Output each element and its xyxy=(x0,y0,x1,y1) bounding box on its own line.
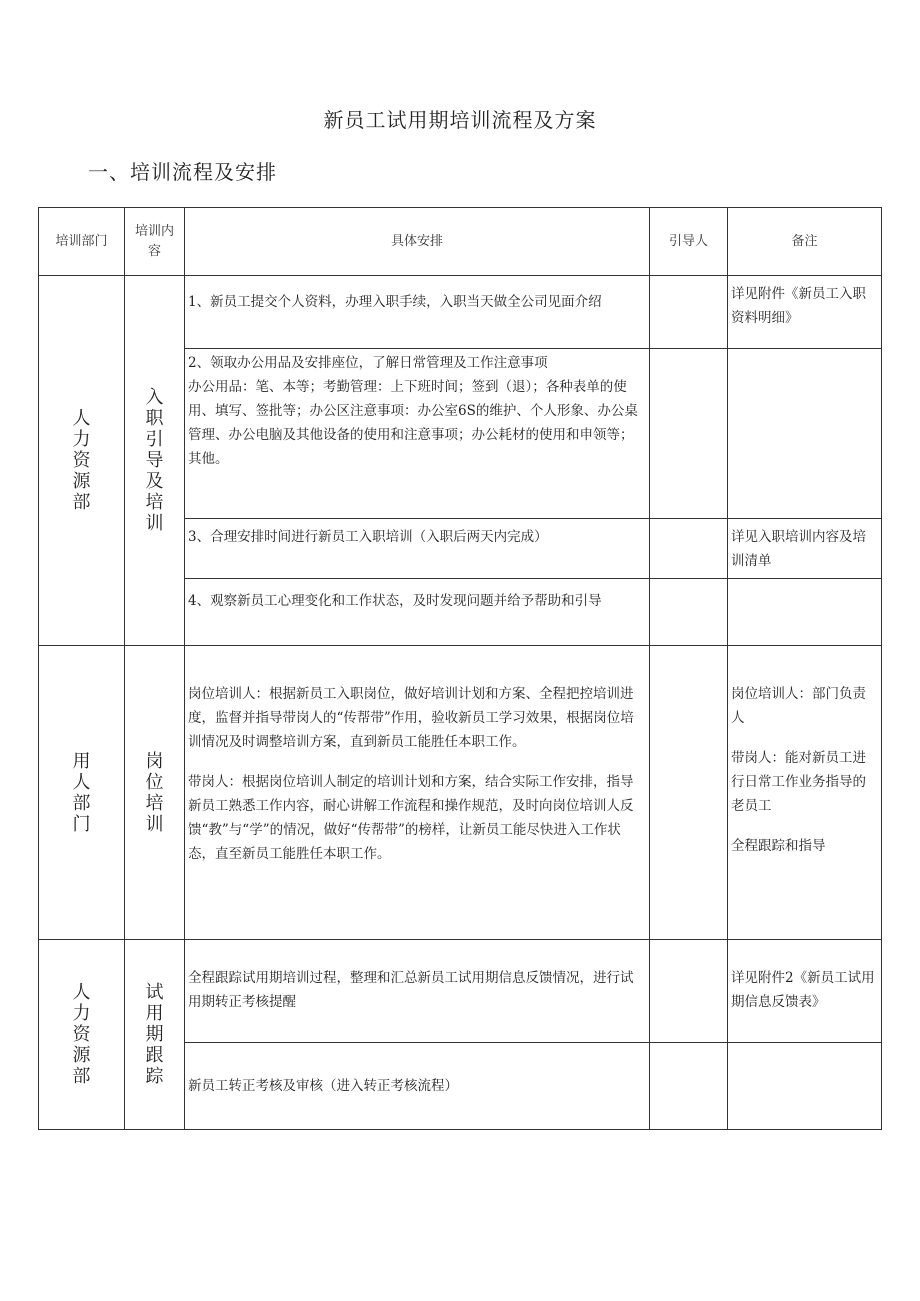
header-detail: 具体安排 xyxy=(185,208,650,276)
dept-label: 人力资源部 xyxy=(72,408,91,513)
content-label: 试用期跟踪 xyxy=(145,982,164,1087)
detail-cell: 新员工转正考核及审核（进入转正考核流程） xyxy=(185,1043,650,1130)
detail-cell xyxy=(185,349,650,519)
detail-line: 办公用品：笔、本等；考勤管理：上下班时间；签到（退）；各种表单的使用、填写、签批等；办公区注意事项：办公室6S的维护、个人形象、办公桌管理、办公电脑及其他设备的使用和注意事项；办公耗材的使用和申领等；其他。 xyxy=(188,379,638,467)
content-cell-probation xyxy=(125,940,185,1130)
note-cell xyxy=(728,579,882,646)
guide-cell xyxy=(650,1043,728,1130)
guide-cell xyxy=(650,579,728,646)
page-title: 新员工试用期培训流程及方案 xyxy=(323,108,597,132)
content-cell-post xyxy=(125,646,185,940)
guide-cell xyxy=(650,276,728,349)
dept-label: 用人部门 xyxy=(72,750,91,835)
content-cell-onboarding xyxy=(125,276,185,646)
content-label: 入职引导及培训 xyxy=(145,387,164,534)
detail-paragraph: 岗位培训人：根据新员工入职岗位，做好培训计划和方案、全程把控培训进度，监督并指导带岗人的“传帮带”作用，验收新员工学习效果，根据岗位培训情况及时调整培训方案，直到新员工能胜任本职工作。 xyxy=(188,686,634,750)
guide-cell xyxy=(650,519,728,579)
detail-line: 2、领取办公用品及安排座位，了解日常管理及工作注意事项 xyxy=(188,355,548,371)
note-paragraph: 带岗人：能对新员工进行日常工作业务指导的老员工 xyxy=(731,750,866,814)
detail-cell: 全程跟踪试用期培训过程，整理和汇总新员工试用期信息反馈情况，进行试用期转正考核提醒 xyxy=(185,940,650,1043)
detail-paragraph: 带岗人：根据岗位培训人制定的培训计划和方案，结合实际工作安排，指导新员工熟悉工作内容，耐心讲解工作流程和操作规范，及时向岗位培训人反馈“教”与“学”的情况，做好“传帮带”的榜样，让新员工能尽快进入工作状态，直至新员工能胜任本职工作。 xyxy=(188,774,634,862)
header-guide: 引导人 xyxy=(650,208,728,276)
detail-cell: 3、合理安排时间进行新员工入职培训（入职后两天内完成） xyxy=(185,519,650,579)
table-row xyxy=(39,646,882,940)
table-header-row xyxy=(39,208,882,276)
dept-label: 人力资源部 xyxy=(72,982,91,1087)
table-row xyxy=(39,276,882,349)
note-cell: 详见入职培训内容及培训清单 xyxy=(728,519,882,579)
guide-cell xyxy=(650,646,728,940)
note-cell xyxy=(728,646,882,940)
note-paragraph: 全程跟踪和指导 xyxy=(731,838,826,854)
guide-cell xyxy=(650,349,728,519)
detail-cell: 4、观察新员工心理变化和工作状态，及时发现问题并给予帮助和引导 xyxy=(185,579,650,646)
section-heading: 一、培训流程及安排 xyxy=(88,160,277,184)
note-cell xyxy=(728,1043,882,1130)
header-content: 培训内容 xyxy=(125,208,185,276)
note-paragraph: 岗位培训人：部门负责人 xyxy=(731,686,866,726)
note-cell: 详见附件2《新员工试用期信息反馈表》 xyxy=(728,940,882,1043)
note-cell xyxy=(728,349,882,519)
guide-cell xyxy=(650,940,728,1043)
dept-cell-hr xyxy=(39,276,125,646)
table-row xyxy=(39,940,882,1043)
note-cell: 详见附件《新员工入职资料明细》 xyxy=(728,276,882,349)
detail-cell xyxy=(185,646,650,940)
dept-cell-user xyxy=(39,646,125,940)
detail-cell: 1、新员工提交个人资料，办理入职手续，入职当天做全公司见面介绍 xyxy=(185,276,650,349)
header-note: 备注 xyxy=(728,208,882,276)
content-label: 岗位培训 xyxy=(145,750,164,835)
dept-cell-hr-2 xyxy=(39,940,125,1130)
training-table xyxy=(38,207,882,1130)
header-dept: 培训部门 xyxy=(39,208,125,276)
